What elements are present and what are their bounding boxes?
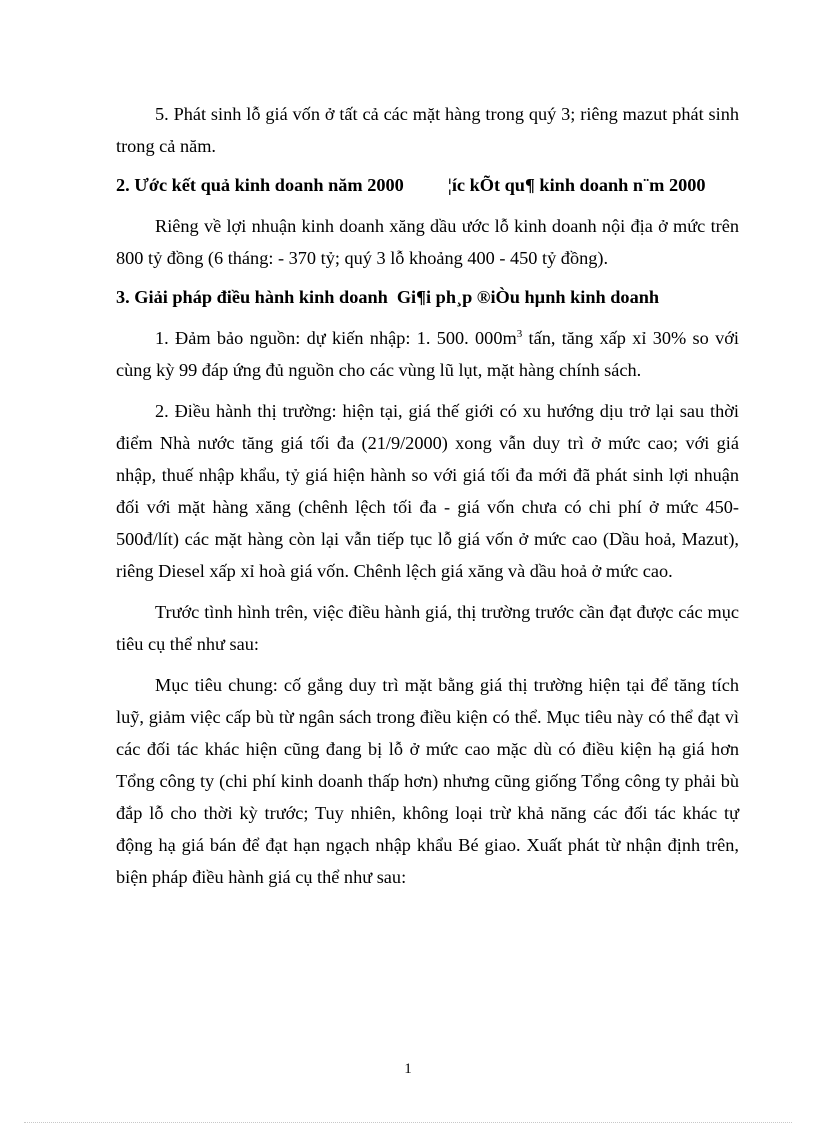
item-1-text-end: tấn, tăng xấp xỉ 30% so với cùng kỳ 99 đáp ứng đủ nguồn cho các vùng lũ lụt, mặt hàng chính sách.: [116, 328, 739, 380]
page-number: 1: [404, 1061, 412, 1077]
section-heading-2: [116, 169, 739, 201]
heading-3-text: 3. Giải pháp điều hành kinh doanh: [116, 287, 388, 307]
paragraph-situation: Trước tình hình trên, việc điều hành giá, thị trường trước cần đạt được các mục tiêu cụ thể như sau:: [116, 602, 739, 654]
paragraph-profit-estimate: Riêng về lợi nhuận kinh doanh xăng dầu ước lỗ kinh doanh nội địa ở mức trên 800 tỷ đồng (6 tháng: - 370 tỷ; quý 3 lỗ khoảng 400 - 450 tỷ đồng).: [116, 216, 739, 268]
heading-2-text: 2. Ước kết quả kinh doanh năm 2000: [116, 175, 404, 195]
item-1-superscript: 3: [516, 327, 523, 340]
document-body: [116, 98, 739, 893]
paragraph-general-goal: Mục tiêu chung: cố gắng duy trì mặt bằng giá thị trường hiện tại để tăng tích luỹ, giảm việc cấp bù từ ngân sách trong điều kiện có thể. Mục tiêu này có thể đạt vì các đối tác khác hiện cũng đang bị lỗ ở mức cao mặc dù có điều kiện hạ giá hơn Tổng công ty (chi phí kinh doanh thấp hơn) nhưng cũng giống Tổng công ty phải bù đắp lỗ cho thời kỳ trước; Tuy nhiên, không loại trừ khả năng các đối tác khác tự động hạ giá bán để đạt hạn ngạch nhập khẩu Bé giao. Xuất phát từ nhận định trên, biện pháp điều hành giá cụ thể như sau:: [116, 675, 739, 887]
section-heading-3: [116, 281, 739, 313]
heading-2-garbled-text: ¦íc kÕt qu¶ kinh doanh n¨m 2000: [447, 175, 706, 195]
paragraph-item-2: 2. Điều hành thị trường: hiện tại, giá thế giới có xu hướng dịu trở lại sau thời điểm Nhà nước tăng giá tối đa (21/9/2000) xong vẫn duy trì ở mức cao; với giá nhập, thuế nhập khẩu, tỷ giá hiện hành so với giá tối đa mới đã phát sinh lợi nhuận đối với mặt hàng xăng (chênh lệch tối đa - giá vốn chưa có chi phí ở mức 450-500đ/lít) các mặt hàng còn lại vẫn tiếp tục lỗ giá vốn ở mức cao (Dầu hoả, Mazut), riêng Diesel xấp xỉ hoà giá vốn. Chênh lệch giá xăng và dầu hoả ở mức cao.: [116, 401, 739, 581]
paragraph-item-1: [116, 322, 739, 386]
heading-3-garbled-text: Gi¶i ph¸p ®iÒu hµnh kinh doanh: [396, 287, 660, 307]
item-1-text-start: 1. Đảm bảo nguồn: dự kiến nhập: 1. 500. 000m: [155, 328, 517, 348]
paragraph-item-5: 5. Phát sinh lỗ giá vốn ở tất cả các mặt hàng trong quý 3; riêng mazut phát sinh trong cả năm.: [116, 104, 739, 156]
